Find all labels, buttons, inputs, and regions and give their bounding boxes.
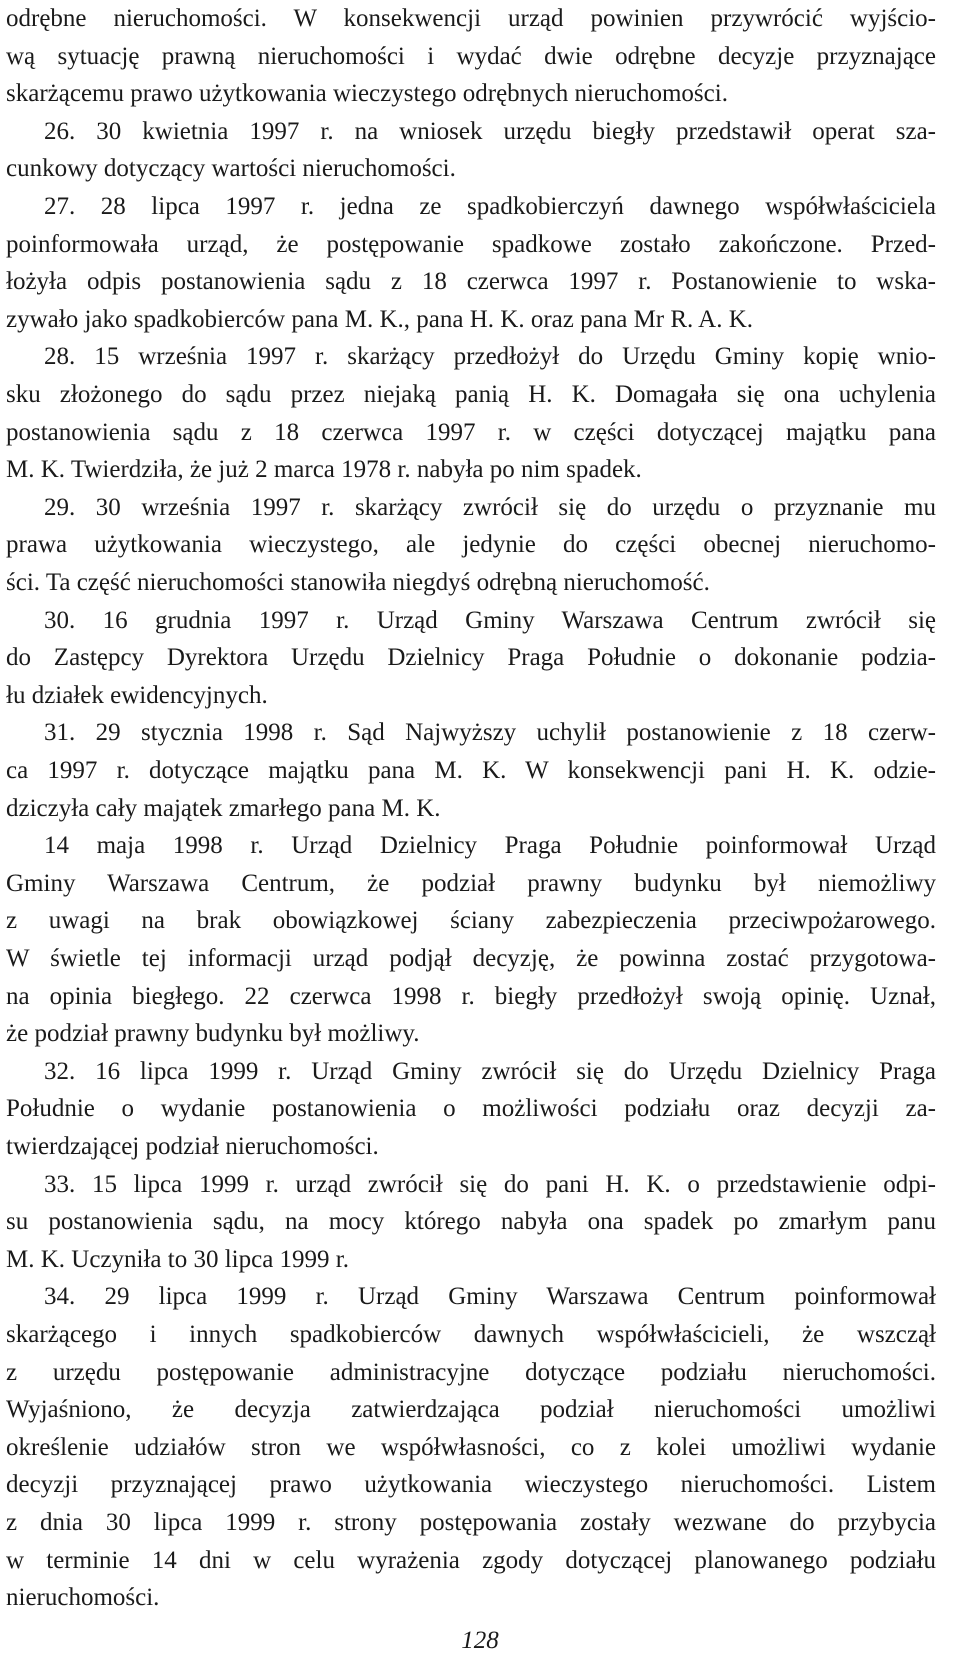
text-line: skarżącego i innych spadkobierców dawnych współwłaścicieli, że wszczął [6,1321,936,1348]
text-line: z dnia 30 lipca 1999 r. strony postępowania zostały wezwane do przybycia [6,1509,936,1536]
text-line: do Zastępcy Dyrektora Urzędu Dzielnicy Praga Południe o dokonanie podzia- [6,644,936,672]
text-line: dziczyła cały majątek zmarłego pana M. K. [6,794,441,822]
text-line: łożyła odpis postanowienia sądu z 18 czerwca 1997 r. Postanowienie to wska- [6,268,936,296]
text-line: 34. 29 lipca 1999 r. Urząd Gminy Warszawa Centrum poinformował [44,1283,936,1311]
text-line: decyzji przyznającej prawo użytkowania wieczystego nieruchomości. Listem [6,1471,936,1499]
text-line: 26. 30 kwietnia 1997 r. na wniosek urzędu biegły przedstawił operat sza- [44,117,936,145]
text-line: 27. 28 lipca 1997 r. jedna ze spadkobierczyń dawnego współwłaściciela [44,193,936,220]
text-line: na opinia biegłego. 22 czerwca 1998 r. biegły przedłożył swoją opinię. Uznał, [6,982,936,1010]
text-line: odrębne nieruchomości. W konsekwencji urząd powinien przywrócić wyjścio- [6,5,936,32]
text-line: 32. 16 lipca 1999 r. Urząd Gminy zwrócił się do Urzędu Dzielnicy Praga [44,1057,936,1085]
text-line: ści. Ta część nieruchomości stanowiła niegdyś odrębną nieruchomość. [6,569,710,596]
text-line: 33. 15 lipca 1999 r. urząd zwrócił się do pani H. K. o przedstawienie odpi- [44,1170,936,1198]
text-line: łu działek ewidencyjnych. [6,681,268,709]
page-number: 128 [461,1627,499,1654]
text-line: su postanowienia sądu, na mocy którego nabyła ona spadek po zmarłym panu [6,1208,936,1236]
text-line: 14 maja 1998 r. Urząd Dzielnicy Praga Południe poinformował Urząd [44,832,936,860]
text-line: nieruchomości. [6,1584,160,1612]
text-line: że podział prawny budynku był możliwy. [6,1020,420,1048]
text-line: 28. 15 września 1997 r. skarżący przedłożył do Urzędu Gminy kopię wnio- [44,343,936,371]
text-line: w terminie 14 dni w celu wyrażenia zgody dotyczącej planowanego podziału [6,1546,936,1574]
text-line: poinformowała urząd, że postępowanie spadkowe zostało zakończone. Przed- [6,230,936,258]
text-line: postanowienia sądu z 18 czerwca 1997 r. w części dotyczącej majątku pana [6,418,936,446]
text-line: M. K. Twierdziła, że już 2 marca 1978 r. nabyła po nim spadek. [6,456,642,484]
text-line: zywało jako spadkobierców pana M. K., pana H. K. oraz pana Mr R. A. K. [6,305,754,333]
text-line: cunkowy dotyczący wartości nieruchomości. [6,155,456,183]
text-line: 29. 30 września 1997 r. skarżący zwrócił się do urzędu o przyznanie mu [44,493,936,521]
text-line: Wyjaśniono, że decyzja zatwierdzająca podział nieruchomości umożliwi [6,1396,936,1424]
text-line: z urzędu postępowanie administracyjne dotyczące podziału nieruchomości. [6,1358,936,1386]
text-line: prawa użytkowania wieczystego, ale jedynie do części obecnej nieruchomo- [6,531,936,559]
text-line: W świetle tej informacji urząd podjął decyzję, że powinna zostać przygotowa- [6,945,936,972]
text-line: 30. 16 grudnia 1997 r. Urząd Gminy Warszawa Centrum zwrócił się [44,606,936,634]
text-line: skarżącemu prawo użytkowania wieczystego odrębnych nieruchomości. [6,80,728,108]
text-line: M. K. Uczyniła to 30 lipca 1999 r. [6,1245,349,1273]
text-line: twierdzającej podział nieruchomości. [6,1133,379,1160]
text-line: wą sytuację prawną nieruchomości i wydać dwie odrębne decyzje przyznające [6,42,936,70]
text-line: 31. 29 stycznia 1998 r. Sąd Najwyższy uchylił postanowienie z 18 czerw- [44,719,936,747]
text-line: określenie udziałów stron we współwłasności, co z kolei umożliwi wydanie [6,1433,936,1461]
text-line: Południe o wydanie postanowienia o możliwości podziału oraz decyzji za- [6,1095,936,1123]
text-line: ca 1997 r. dotyczące majątku pana M. K. W konsekwencji pani H. K. odzie- [6,757,936,784]
text-line: z uwagi na brak obowiązkowej ściany zabezpieczenia przeciwpożarowego. [6,907,936,935]
text-line: sku złożonego do sądu przez niejaką panią H. K. Domagała się ona uchylenia [6,381,936,408]
text-line: Gminy Warszawa Centrum, że podział prawny budynku był niemożliwy [6,869,936,897]
